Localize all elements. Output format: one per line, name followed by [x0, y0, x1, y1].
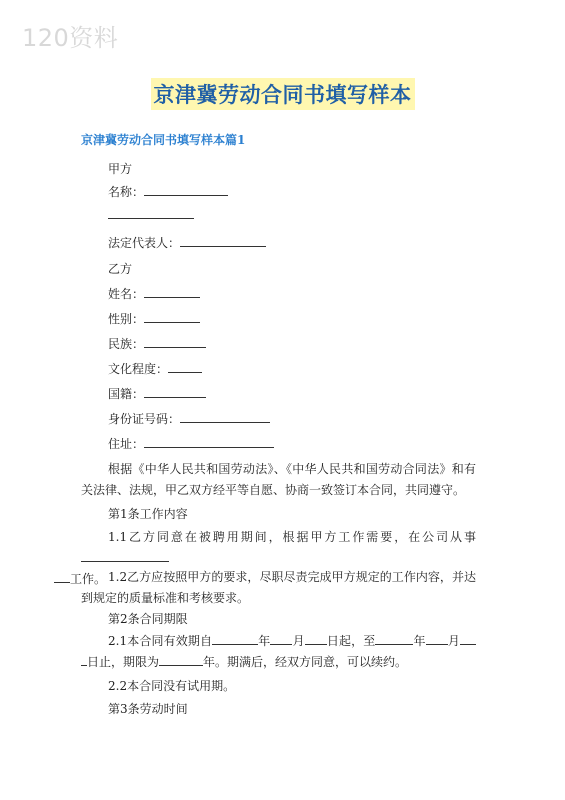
- party-a-rep-label: 法定代表人：: [108, 236, 181, 250]
- clause-2-1-blank-2: [270, 632, 292, 645]
- party-b-gender-label: 性别：: [108, 312, 145, 326]
- article-3-heading: 第3条劳动时间: [108, 702, 188, 716]
- clause-1-1-tail: 工作。: [70, 572, 107, 586]
- party-b-address-label: 住址：: [108, 437, 145, 451]
- page-title: 京津冀劳动合同书填写样本: [151, 78, 415, 110]
- article-2-heading: 第2条合同期限: [108, 612, 188, 626]
- clause-2-1-blank-6: [460, 632, 476, 645]
- clause-2-1-blank-8: [159, 653, 203, 666]
- party-b-name-row: [108, 285, 200, 302]
- party-a-extra-row: [108, 206, 194, 222]
- intro-paragraph: 根据《中华人民共和国劳动法》、《中华人民共和国劳动合同法》和有关法律、法规，甲乙双方经平等自愿、协商一致签订本合同，共同遵守。: [81, 462, 476, 497]
- clause-2-1-blank-3: [305, 632, 327, 645]
- party-b-ethnicity-label: 民族：: [108, 337, 145, 351]
- clause-1-2: 1.2乙方应按照甲方的要求，尽职尽责完成甲方规定的工作内容，并达到规定的质量标准和考核要求。: [81, 570, 476, 605]
- party-b-id-row: [108, 410, 270, 427]
- party-a-extra-blank: [108, 206, 194, 219]
- clause-2-1-tail: 年。期满后，经双方同意，可以续约。: [203, 655, 408, 669]
- article-1-heading: 第1条工作内容: [108, 507, 188, 521]
- clause-2-1-blank-5: [426, 632, 448, 645]
- party-b-gender-row: [108, 310, 200, 327]
- party-a-rep-row: [108, 234, 266, 251]
- year-label-2: 年: [413, 634, 426, 648]
- party-a-rep-blank: [180, 234, 266, 247]
- party-b-heading: 乙方: [108, 262, 133, 276]
- party-b-education-blank: [168, 360, 202, 373]
- party-a-name-label: 名称：: [108, 185, 145, 199]
- party-b-ethnicity-blank: [144, 335, 206, 348]
- party-b-id-blank: [180, 410, 270, 423]
- party-a-name-blank: [144, 183, 228, 196]
- clause-2-1-blank-1: [212, 632, 258, 645]
- month-label-1: 月: [292, 634, 305, 648]
- clause-1-1-text: 1.1乙方同意在被聘用期间，根据甲方工作需要，在公司从事: [108, 530, 476, 544]
- party-b-nationality-blank: [144, 385, 206, 398]
- party-a-name-row: [108, 183, 228, 200]
- party-b-education-row: [108, 360, 202, 377]
- month-label-2: 月: [447, 634, 460, 648]
- clause-2-1-blank-4: [375, 632, 413, 645]
- clause-1-1-blank-a: [81, 549, 169, 562]
- title-wrap: [0, 78, 565, 110]
- day-label-1: 日起，至: [326, 634, 376, 648]
- section-subtitle: 京津冀劳动合同书填写样本篇1: [81, 133, 246, 147]
- party-b-gender-blank: [144, 310, 200, 323]
- clause-2-2: 2.2本合同没有试用期。: [108, 679, 236, 693]
- clause-2-1: [81, 631, 476, 673]
- party-b-address-row: [108, 435, 274, 452]
- party-b-address-blank: [144, 435, 274, 448]
- year-label-1: 年: [258, 634, 271, 648]
- party-b-name-blank: [144, 285, 200, 298]
- clause-2-1-mid: 日止，期限为: [87, 655, 160, 669]
- party-b-nationality-row: [108, 385, 206, 402]
- watermark: 120资料: [22, 24, 119, 52]
- clause-1-1-blank-b: [54, 570, 70, 583]
- party-b-ethnicity-row: [108, 335, 206, 352]
- party-b-education-label: 文化程度：: [108, 362, 169, 376]
- party-b-nationality-label: 国籍：: [108, 387, 145, 401]
- clause-2-1-text: 2.1本合同有效期自: [108, 634, 213, 648]
- party-a-heading: 甲方: [108, 162, 133, 176]
- party-b-id-label: 身份证号码：: [108, 412, 181, 426]
- party-b-name-label: 姓名：: [108, 287, 145, 301]
